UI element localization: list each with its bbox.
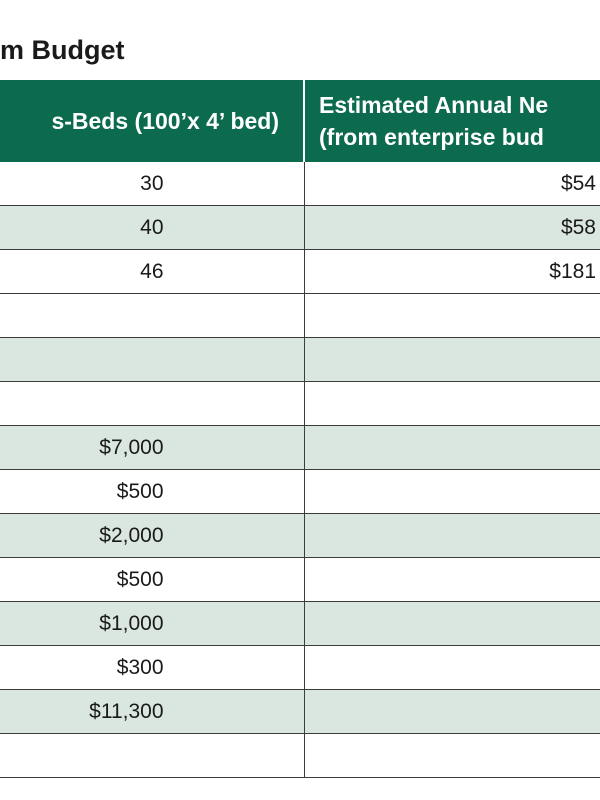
budget-table [0, 80, 600, 778]
table-cell-net [304, 470, 600, 514]
table-row [0, 734, 600, 778]
table-cell-beds [0, 734, 304, 778]
table-cell-net [304, 558, 600, 602]
table-cell-beds: 46 [0, 250, 304, 294]
table-cell-net [304, 602, 600, 646]
table-cell-net: $58 [304, 206, 600, 250]
page-title: m Budget [0, 35, 125, 65]
table-cell-beds [0, 294, 304, 338]
table-row [0, 382, 600, 426]
table-row [0, 294, 600, 338]
table-cell-net [304, 338, 600, 382]
table-row [0, 162, 600, 206]
table-row [0, 206, 600, 250]
table-cell-beds: $500 [0, 470, 304, 514]
table-row [0, 602, 600, 646]
table-row [0, 558, 600, 602]
table-row [0, 426, 600, 470]
table-row [0, 250, 600, 294]
table-row [0, 690, 600, 734]
header-estimated-annual-net-line2: (from enterprise bud [319, 124, 544, 150]
table-cell-beds: $2,000 [0, 514, 304, 558]
header-estimated-annual-net-line1: Estimated Annual Ne [319, 92, 549, 118]
table-row [0, 338, 600, 382]
table-cell-beds: $11,300 [0, 690, 304, 734]
table-cell-net [304, 734, 600, 778]
table-cell-beds: $500 [0, 558, 304, 602]
table-cell-beds: $7,000 [0, 426, 304, 470]
table-cell-beds: 40 [0, 206, 304, 250]
table-row [0, 514, 600, 558]
table-cell-net [304, 514, 600, 558]
table-header-row [0, 80, 600, 162]
table-cell-beds [0, 338, 304, 382]
table-row [0, 470, 600, 514]
header-estimated-annual-net [304, 80, 600, 162]
table-cell-beds [0, 382, 304, 426]
table-cell-net [304, 294, 600, 338]
table-cell-beds: $1,000 [0, 602, 304, 646]
table-cell-net [304, 646, 600, 690]
table-row [0, 646, 600, 690]
table-cell-beds: $300 [0, 646, 304, 690]
header-beds: s-Beds (100’x 4’ bed) [0, 80, 304, 162]
table-cell-net [304, 690, 600, 734]
table-cell-net: $181 [304, 250, 600, 294]
table-cell-beds: 30 [0, 162, 304, 206]
table-cell-net: $54 [304, 162, 600, 206]
table-cell-net [304, 426, 600, 470]
table-cell-net [304, 382, 600, 426]
